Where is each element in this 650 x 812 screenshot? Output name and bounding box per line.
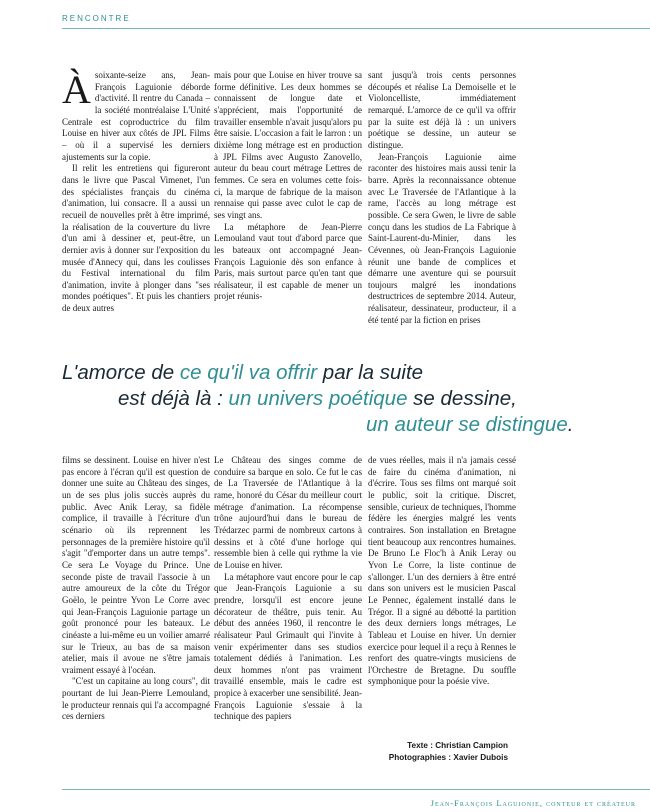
paragraph: "C'est un capitaine au long cours", dit pourtant de lui Jean-Pierre Lemouland, le producteur rennais qui l'a accompagné ces derniers [62,676,210,722]
column-2 [214,70,362,303]
text-credit: Texte : Christian Campion [407,741,508,750]
column-4 [62,455,210,723]
paragraph: Jean-François Laguionie aime raconter des histoires mais aussi tenir la barre. Après la reconnaissance obtenue avec Le Traversée de l'Atlantique à la rame, l'accès au long métrage est possible. Ce sera Gwen, le livre de sable conçu dans les studios de La Fabrique à Saint-Laurent-du-Minier, dans les Cévennes, où Jean-François Laguionie réunit une bande de complices et démarre une aventure qui se poursuit toujours malgré les inondations destructrices de septembre 2014. Auteur, réalisateur, dessinateur, producteur, il a été tenté par la fiction en prises [368,151,516,325]
paragraph: sant jusqu'à trois cents personnes découpés et réalise La Demoiselle et le Violoncelliste, immédiatement remarqué. L'amorce de ce qu'il va offrir par la suite est déjà là : un univers poétique se dessine, un auteur se distingue. [368,70,516,150]
paragraph: La métaphore vaut encore pour le cap que Jean-François Laguionie a su prendre, lorsqu'il est encore jeune décorateur de théâtre, puis tenir. Au début des années 1960, il rencontre le réalisateur Paul Grimault qui l'invite à venir expérimenter dans ses studios totalement dédiés à l'animation. Les deux hommes n'ont pas vraiment travaillé ensemble, mais le cadre est propice à exacerber une sensibilité. Jean-François Laguionie s'essaie à la technique des papiers [214,571,362,722]
pull-quote-text: est déjà là : [118,387,229,410]
paragraph: films se dessinent. Louise en hiver n'est pas encore à l'écran qu'il est question de donner une suite au Château des singes, un de ses plus jolis succès auprès du public. Avec Anik Leray, sa fidèle complice, il travaille à l'écriture d'un scénario où ils reprennent les personnages de la première histoire qu'il s'agit "d'emporter dans un autre temps". Ce sera Le Voyage du Prince. Une seconde piste de travail l'associe à un autre amoureux de la côte du Trégor Goëlo, le peintre Yvon Le Corre avec qui Jean-François Laguionie partage un goût prononcé pour les bateaux. Le cinéaste a lui-même eu un voilier amarré sur le Trieux, au bas de sa maison atelier, mais il avoue ne s'être jamais vraiment essayé à l'océan. [62,455,210,675]
paragraph: soixante-seize ans, Jean-François Laguionie déborde d'activité. Il rentre du Canada – la société montréalaise L'Unité Centrale est coproductrice du film Louise en hiver aux côtés de JPL Films – où il a supervisé les derniers ajustements sur la copie. [62,70,210,162]
pull-quote-highlight: un univers poétique [228,387,408,410]
section-rubric: RENCONTRE [62,14,131,23]
pull-quote-text: se dessine, [407,387,517,410]
column-1 [62,67,210,315]
column-3 [368,70,516,326]
drop-cap: À [62,67,91,112]
paragraph: Il relit les entretiens qui figureront dans le livre que Pascal Vimenet, l'un des spécialistes français du cinéma d'animation, lui consacre. Il a aussi un recueil de nouvelles prêt à être imprimé, la réalisation de la couverture du livre d'un ami à dessiner et, peut-être, un dernier avis à donner sur l'exposition du musée d'Annecy qui, dans les coulisses du Festival international du film d'animation, invite à plonger dans "ses mondes poétiques". Et puis les chantiers de deux autres [62,163,210,314]
photo-credit: Photographies : Xavier Dubois [388,753,508,762]
top-rule [62,28,650,29]
column-6 [368,455,516,688]
pull-quote-text: L'amorce de [62,361,180,384]
pull-quote-text: . [567,413,574,436]
article-credits [368,740,508,764]
column-5 [214,455,362,723]
pull-quote-highlight: ce qu'il va offrir [179,361,318,384]
paragraph: mais pour que Louise en hiver trouve sa forme définitive. Les deux hommes se connaissent de longue date et s'apprécient, mais l'opportunité de travailler ensemble n'avait jusqu'alors pu être saisie. L'occasion a fait le larron : un dixième long métrage est en production à JPL Films avec Augusto Zanovello, auteur du beau court métrage Lettres de femmes. Ce sera en volumes cette fois-ci, la marque de fabrique de la maison rennaise qui passe avec culot le cap de ses vingt ans. [214,70,362,220]
pull-quote-line-1 [62,360,423,386]
pull-quote-line-3 [366,412,573,438]
pull-quote-text: par la suite [317,361,424,384]
paragraph: de vues réelles, mais il n'a jamais cessé de faire du cinéma d'animation, ni d'écrire. Tous ses films ont marqué soit le public, soit la critique. Discret, sensible, curieux de techniques, l'homme fédère les énergies malgré les vents contraires. Son installation en Bretagne tient beaucoup aux rencontres humaines. De Bruno Le Floc'h à Anik Leray ou Yvon Le Corre, la liste continue de s'allonger. L'un des derniers à être entré dans son univers est le musicien Pascal Le Pennec, également installé dans le Trégor. Il a signé au débotté la partition des deux derniers longs métrages, Le Tableau et Louise en hiver. Un dernier exercice pour lequel il a reçu à Rennes le renfort des quatre-vingts musiciens de l'Orchestre de Bretagne. Du souffle symphonique pour la poésie vive. [368,455,516,687]
running-footer: Jean-François Laguionie, conteur et créateur [430,798,636,808]
pull-quote-highlight: un auteur se distingue [366,413,568,436]
paragraph: Le Château des singes comme de conduire sa barque en solo. Ce fut le cas de La Traversée de l'Atlantique à la rame, honoré du César du meilleur court métrage d'animation. La récompense trône aujourd'hui dans le bureau de Trédarzec parmi de nombreux cartons à dessins et à côté d'une horloge qui ressemble bien à celle qui rythme la vie de Louise en hiver. [214,455,362,570]
pull-quote-line-2 [118,386,517,412]
bottom-rule [62,789,650,790]
paragraph: La métaphore de Jean-Pierre Lemouland vaut tout d'abord parce que les bateaux ont accompagné Jean-François Laguionie dès son enfance à Paris, mais surtout parce qu'en tant que réalisateur, il est capable de mener un projet réunis- [214,221,362,302]
